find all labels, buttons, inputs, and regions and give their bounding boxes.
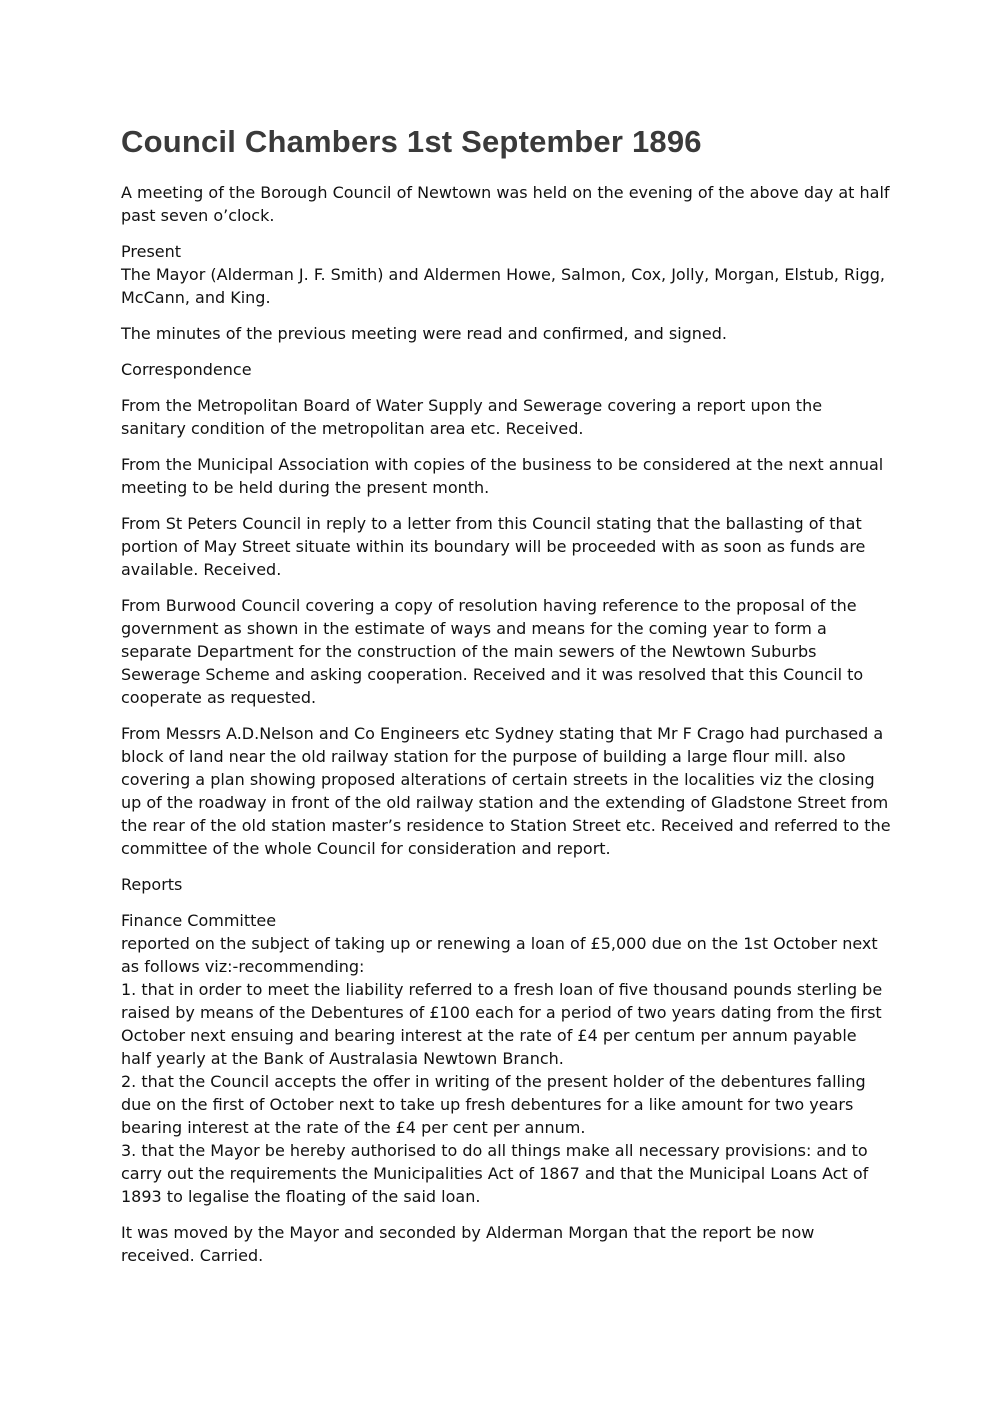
text-line: From Messrs A.D.Nelson and Co Engineers etc Sydney stating that Mr F Crago had purchased a block of land near the old railway station for the purpose of building a large flour mill. also covering a plan showing proposed alterations of certain streets in the localities viz the closing up of the roadway in front of the old railway station and the extending of Gladstone Street from the rear of the old station master’s residence to Station Street etc. Received and referred to the committee of the whole Council for consideration and report.	[121, 724, 891, 858]
text-line: A meeting of the Borough Council of Newtown was held on the evening of the above day at half past seven o’clock.	[121, 183, 890, 225]
text-line: The minutes of the previous meeting were read and confirmed, and signed.	[121, 324, 728, 343]
text-line: From St Peters Council in reply to a letter from this Council stating that the ballasting of that portion of May Street situate within its boundary will be proceeded with as soon as funds are available. Received.	[121, 514, 866, 579]
text-line: From Burwood Council covering a copy of resolution having reference to the proposal of the government as shown in the estimate of ways and means for the coming year to form a separate Department for the construction of the main sewers of the Newtown Suburbs Sewerage Scheme and asking cooperation. Received and it was resolved that this Council to cooperate as requested.	[121, 596, 864, 707]
paragraph	[121, 1221, 891, 1267]
paragraph	[121, 322, 891, 345]
paragraph	[121, 873, 891, 896]
paragraph	[121, 722, 891, 860]
document-body	[121, 124, 891, 1280]
text-line: From the Metropolitan Board of Water Supply and Sewerage covering a report upon the sanitary condition of the metropolitan area etc. Received.	[121, 396, 823, 438]
text-line: Present	[121, 242, 182, 261]
paragraph	[121, 240, 891, 309]
text-line: reported on the subject of taking up or renewing a loan of £5,000 due on the 1st October next as follows viz:-recommending:	[121, 934, 878, 976]
text-line: From the Municipal Association with copies of the business to be considered at the next annual meeting to be held during the present month.	[121, 455, 884, 497]
paragraph	[121, 181, 891, 227]
paragraph	[121, 512, 891, 581]
paragraph	[121, 394, 891, 440]
minutes-text	[121, 181, 891, 1267]
text-line: Reports	[121, 875, 183, 894]
text-line: The Mayor (Alderman J. F. Smith) and Aldermen Howe, Salmon, Cox, Jolly, Morgan, Elstub, Rigg, McCann, and King.	[121, 265, 885, 307]
text-line: It was moved by the Mayor and seconded by Alderman Morgan that the report be now received. Carried.	[121, 1223, 815, 1265]
text-line: 2. that the Council accepts the offer in writing of the present holder of the debentures falling due on the first of October next to take up fresh debentures for a like amount for two years bearing interest at the rate of the £4 per cent per annum.	[121, 1072, 866, 1137]
page-title: Council Chambers 1st September 1896	[121, 124, 702, 159]
paragraph	[121, 358, 891, 381]
paragraph	[121, 909, 891, 1208]
paragraph	[121, 594, 891, 709]
text-line: 3. that the Mayor be hereby authorised to do all things make all necessary provisions: and to carry out the requirements the Municipalities Act of 1867 and that the Municipal Loans Act of 1893 to legalise the floating of the said loan.	[121, 1141, 869, 1206]
text-line: Correspondence	[121, 360, 252, 379]
text-line: 1. that in order to meet the liability referred to a fresh loan of five thousand pounds sterling be raised by means of the Debentures of £100 each for a period of two years dating from the first October next ensuing and bearing interest at the rate of £4 per centum per annum payable half yearly at the Bank of Australasia Newtown Branch.	[121, 980, 883, 1068]
text-line: Finance Committee	[121, 911, 277, 930]
paragraph	[121, 453, 891, 499]
